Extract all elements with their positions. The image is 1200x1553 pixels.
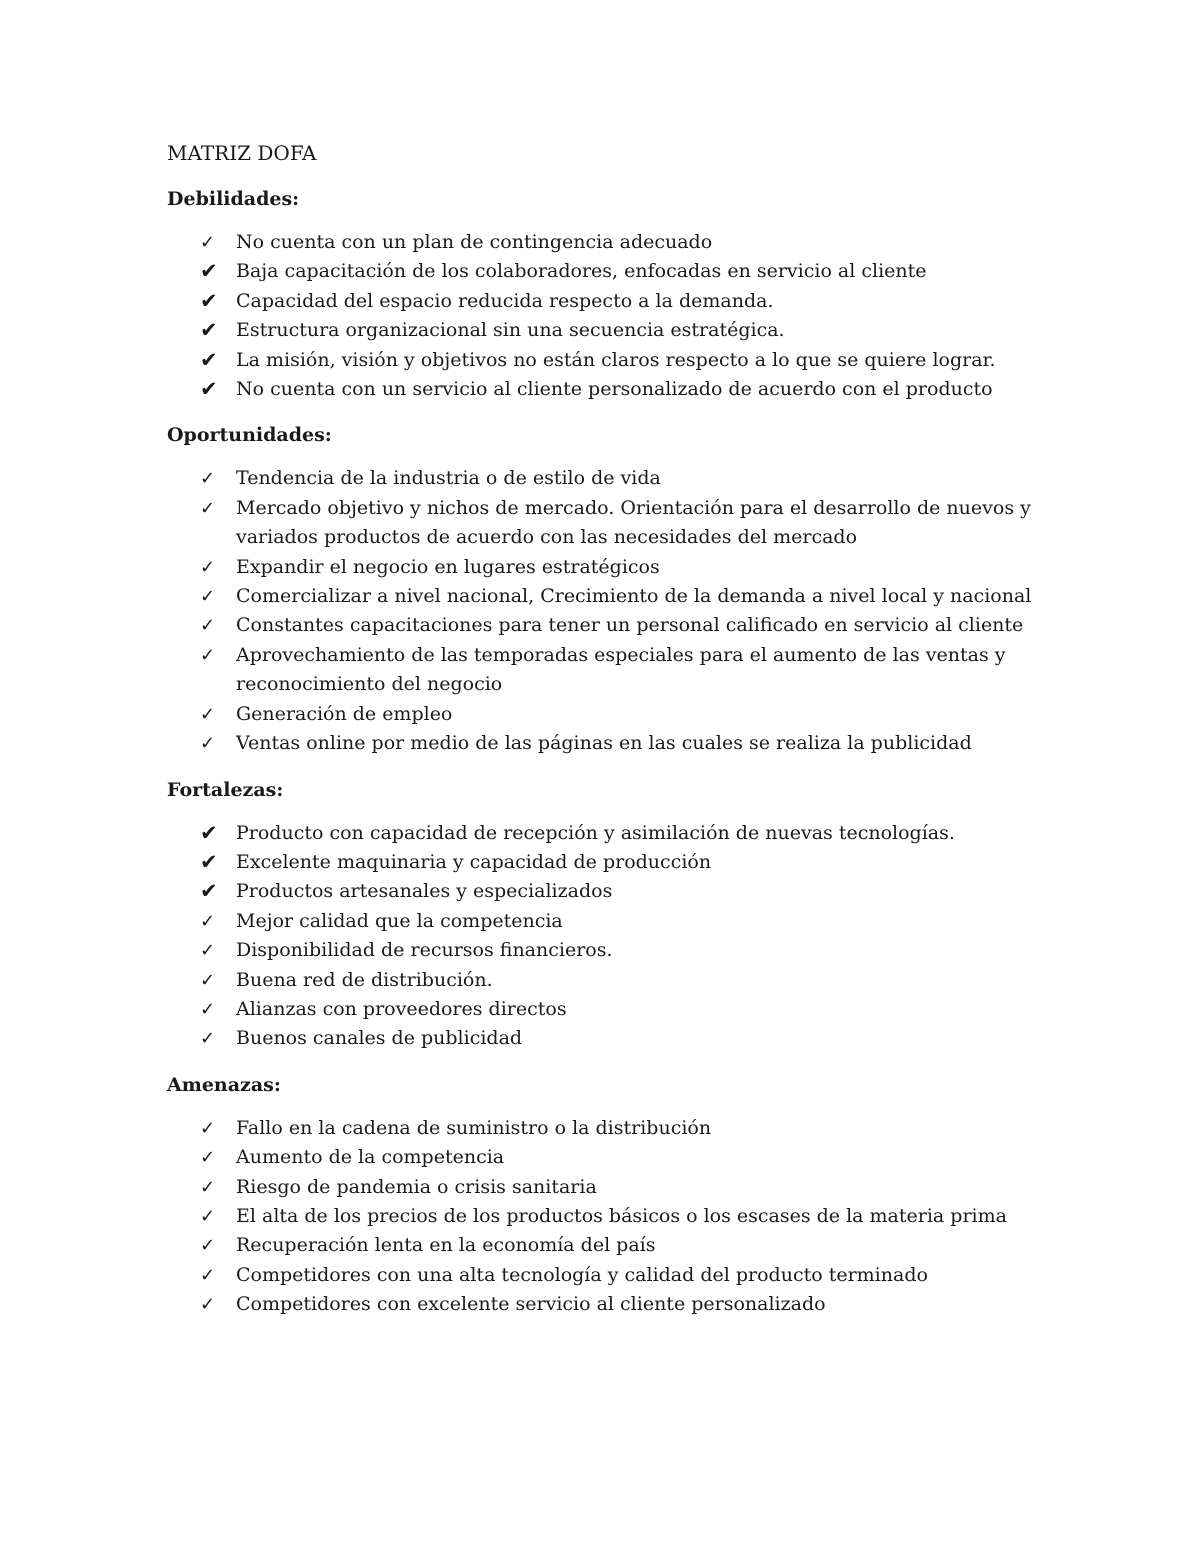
check-icon: ✓ [200, 1264, 216, 1286]
list-item [167, 877, 1047, 906]
list-item-text: Competidores con excelente servicio al cliente personalizado [236, 1293, 826, 1316]
check-icon: ✓ [200, 644, 216, 666]
list-item-text: Mercado objetivo y nichos de mercado. Orientación para el desarrollo de nuevos y variados productos de acuerdo con las necesidades del mercado [236, 496, 1031, 549]
list-item [167, 582, 1047, 611]
list-item-text: Buenos canales de publicidad [236, 1027, 523, 1050]
checklist [167, 464, 1047, 758]
check-icon: ✓ [200, 733, 216, 755]
list-item [167, 494, 1047, 553]
list-item [167, 464, 1047, 493]
section [167, 420, 1047, 758]
checklist [167, 1114, 1047, 1320]
document-title: MATRIZ DOFA [167, 141, 317, 165]
check-icon: ✓ [200, 1294, 216, 1316]
check-heavy-icon: ✔ [200, 820, 218, 845]
list-item-text: Productos artesanales y especializados [236, 880, 613, 903]
check-icon: ✓ [200, 940, 216, 962]
checklist [167, 819, 1047, 1054]
list-item-text: Recuperación lenta en la economía del país [236, 1234, 656, 1257]
list-item [167, 1290, 1047, 1319]
list-item [167, 228, 1047, 257]
check-heavy-icon: ✔ [200, 318, 218, 343]
list-item [167, 1114, 1047, 1143]
section-heading: Fortalezas: [167, 778, 284, 801]
list-item [167, 1173, 1047, 1202]
list-item-text: Mejor calidad que la competencia [236, 909, 563, 932]
list-item [167, 257, 1047, 286]
list-item [167, 700, 1047, 729]
list-item-text: No cuenta con un servicio al cliente personalizado de acuerdo con el producto [236, 378, 993, 401]
section [167, 184, 1047, 404]
list-item-text: Aprovechamiento de las temporadas especiales para el aumento de las ventas y reconocimiento del negocio [236, 643, 1006, 696]
check-heavy-icon: ✔ [200, 347, 218, 372]
list-item [167, 966, 1047, 995]
section [167, 775, 1047, 1054]
list-item-text: Competidores con una alta tecnología y calidad del producto terminado [236, 1263, 928, 1286]
list-item [167, 1024, 1047, 1053]
section-heading: Debilidades: [167, 188, 300, 210]
list-item [167, 375, 1047, 404]
list-item-text: No cuenta con un plan de contingencia adecuado [236, 231, 713, 253]
list-item [167, 1261, 1047, 1290]
check-icon: ✓ [200, 1117, 216, 1139]
checklist [167, 228, 1047, 404]
section [167, 1070, 1047, 1320]
list-item [167, 907, 1047, 936]
list-item-text: Alianzas con proveedores directos [236, 997, 567, 1020]
check-icon: ✓ [200, 1235, 216, 1257]
list-item [167, 641, 1047, 700]
list-item [167, 936, 1047, 965]
check-icon: ✓ [200, 232, 216, 253]
list-item-text: Generación de empleo [236, 702, 453, 725]
check-icon: ✓ [200, 615, 216, 637]
list-item-text: Expandir el negocio en lugares estratégicos [236, 555, 660, 578]
check-icon: ✓ [200, 1147, 216, 1169]
check-icon: ✓ [200, 910, 216, 932]
list-item [167, 1143, 1047, 1172]
list-item-text: Comercializar a nivel nacional, Crecimiento de la demanda a nivel local y nacional [236, 585, 1032, 608]
list-item [167, 316, 1047, 345]
list-item [167, 729, 1047, 758]
list-item [167, 848, 1047, 877]
list-item-text: Baja capacitación de los colaboradores, enfocadas en servicio al cliente [236, 260, 927, 283]
check-heavy-icon: ✔ [200, 259, 218, 284]
list-item [167, 995, 1047, 1024]
check-heavy-icon: ✔ [200, 377, 218, 402]
list-item-text: Disponibilidad de recursos financieros. [236, 939, 613, 962]
sections-container [167, 184, 1047, 1320]
list-item-text: Capacidad del espacio reducida respecto a la demanda. [236, 289, 774, 312]
list-item-text: Estructura organizacional sin una secuencia estratégica. [236, 319, 785, 342]
list-item-text: Fallo en la cadena de suministro o la distribución [236, 1116, 712, 1139]
check-icon: ✓ [200, 497, 216, 519]
list-item [167, 819, 1047, 848]
list-item-text: La misión, visión y objetivos no están claros respecto a lo que se quiere lograr. [236, 348, 996, 371]
list-item [167, 553, 1047, 582]
list-item [167, 287, 1047, 316]
check-icon: ✓ [200, 1176, 216, 1198]
list-item-text: Tendencia de la industria o de estilo de vida [236, 467, 661, 490]
list-item-text: Constantes capacitaciones para tener un personal calificado en servicio al cliente [236, 614, 1024, 637]
list-item [167, 611, 1047, 640]
check-icon: ✓ [200, 586, 216, 608]
check-heavy-icon: ✔ [200, 879, 218, 904]
check-heavy-icon: ✔ [200, 288, 218, 313]
list-item-text: Buena red de distribución. [236, 968, 493, 991]
check-icon: ✓ [200, 1028, 216, 1050]
list-item-text: Riesgo de pandemia o crisis sanitaria [236, 1175, 597, 1198]
list-item-text: Ventas online por medio de las páginas en las cuales se realiza la publicidad [236, 732, 972, 755]
check-icon: ✓ [200, 969, 216, 991]
check-icon: ✓ [200, 703, 216, 725]
list-item [167, 346, 1047, 375]
check-heavy-icon: ✔ [200, 849, 218, 874]
check-icon: ✓ [200, 468, 216, 490]
list-item-text: Producto con capacidad de recepción y asimilación de nuevas tecnologías. [236, 821, 955, 844]
section-heading: Amenazas: [167, 1073, 281, 1096]
document-page [167, 138, 1047, 1336]
list-item [167, 1202, 1047, 1231]
section-heading: Oportunidades: [167, 424, 332, 447]
check-icon: ✓ [200, 998, 216, 1020]
list-item-text: Excelente maquinaria y capacidad de producción [236, 850, 712, 873]
check-icon: ✓ [200, 1205, 216, 1227]
list-item-text: El alta de los precios de los productos básicos o los escases de la materia prima [236, 1204, 1007, 1227]
list-item-text: Aumento de la competencia [236, 1146, 505, 1169]
check-icon: ✓ [200, 556, 216, 578]
list-item [167, 1231, 1047, 1260]
